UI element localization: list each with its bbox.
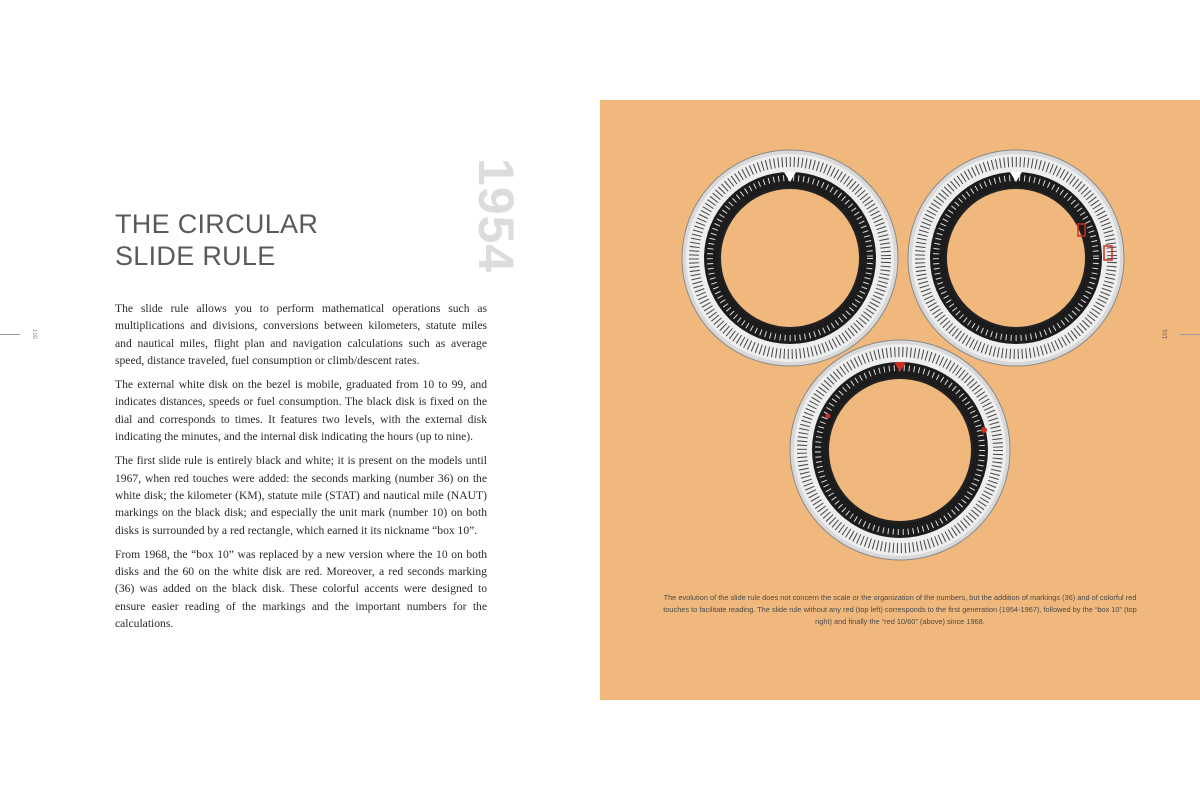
slide-rule-dial-red-10-60 <box>788 338 1012 562</box>
bezel-illustration <box>906 148 1126 368</box>
page-number-left: 100 <box>31 328 37 339</box>
title-line-2: SLIDE RULE <box>115 241 276 271</box>
bezel-illustration <box>680 148 900 368</box>
folio-rule-right <box>1180 334 1200 335</box>
title-line-1: THE CIRCULAR <box>115 209 319 239</box>
body-text <box>115 300 487 639</box>
page-title <box>115 208 318 272</box>
folio-rule-left <box>0 334 20 335</box>
slide-rule-dial-first-generation <box>680 148 900 368</box>
paragraph-3: The first slide rule is entirely black and white; it is present on the models until 1967, when red touches were added: the seconds marking (number 36) on the white disk; the kilometer (KM), statute mile (STAT) and nautical mile (NAUT) markings on the black disk; and especially the unit mark (number 10) on both disks is surrounded by a red rectangle, which earned it its nickname “box 10”. <box>115 454 487 537</box>
year-vertical-label: 1954 <box>468 158 524 274</box>
slide-rule-dial-box-10 <box>906 148 1126 368</box>
illustration-caption: The evolution of the slide rule does not concern the scale or the organization of the numbers, but the addition of markings (36) and of colorful red touches to facilitate reading. The slide rule without any red (top left) corresponds to the first generation (1954-1967), followed by the “box 10” (top right) and finally the “red 10/60” (above) since 1968. <box>663 593 1137 626</box>
paragraph-4: From 1968, the “box 10” was replaced by a new version where the 10 on both disks and the 60 on the white disk are red. Moreover, a red seconds marking (36) was added on the black disk. These colorful accents were designed to ensure easier reading of the markings and the important numbers for the calculations. <box>115 547 487 631</box>
page-number-right: 101 <box>1163 329 1169 340</box>
paragraph-2: The external white disk on the bezel is mobile, graduated from 10 to 99, and indicates distances, speeds or fuel consumption. The black disk is fixed on the dial and corresponds to times. It features two levels, with the external disk indicating the minutes, and the internal disk indicating the hours (up to nine). <box>115 378 487 444</box>
bezel-illustration <box>788 338 1012 562</box>
paragraph-1: The slide rule allows you to perform mathematical operations such as multiplications and divisions, conversions between kilometers, statute miles and nautical miles, flight plan and navigation calculations such as average speed, distance traveled, fuel consumption or climb/descent rates. <box>115 302 487 367</box>
